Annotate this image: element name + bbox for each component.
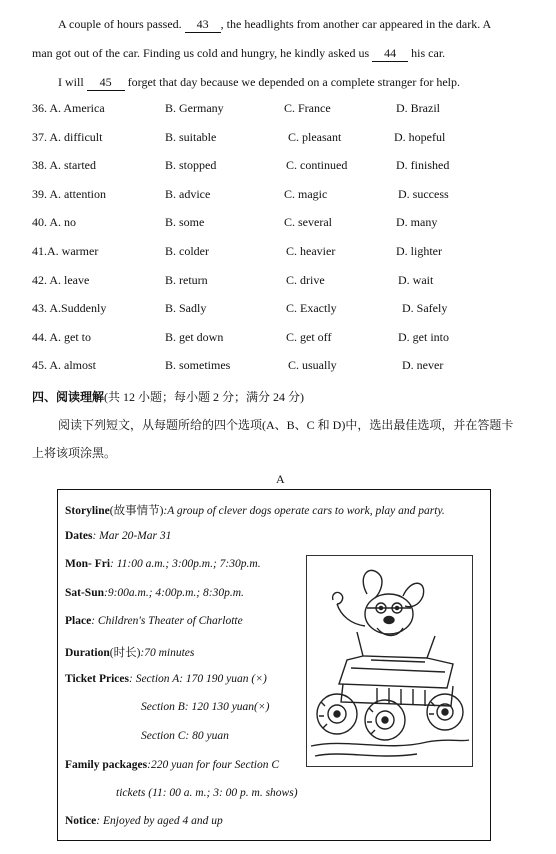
family-text-2: tickets (11: 00 a. m.; 3: 00 p. m. shows) [116,787,298,799]
question-option-c: C. several [284,215,332,230]
dog-driving-truck-illustration [306,555,473,767]
section-heading [32,388,304,405]
question-option-d: D. many [396,215,438,230]
duration-label: Duration [65,647,110,659]
question-option-c: C. magic [284,186,328,201]
blank-44: 44 [372,46,408,62]
question-option-b: B. Germany [165,101,224,115]
satsun-text: :9:00a.m.; 4:00p.m.; 8:30p.m. [104,587,244,599]
satsun-label: Sat-Sun [65,587,104,599]
question-option-b: B. get down [165,329,224,344]
storyline-label: Storyline [65,505,110,517]
question-option-c: C. drive [286,272,325,287]
question-row [32,130,532,144]
question-option-b: B. stopped [165,158,217,173]
question-option-c: C. Exactly [286,301,337,316]
question-option-c: C. continued [286,158,348,173]
passage-text: A couple of hours passed. [58,17,182,31]
passage-text: man got out of the car. Finding us cold and hungry, he kindly asked us [32,46,370,60]
question-option-d: D. get into [398,329,449,344]
question-row [32,215,532,229]
dates-row [65,530,171,542]
question-option-a: 38. A. started [32,158,96,173]
monfri-text: : 11:00 a.m.; 3:00p.m.; 7:30p.m. [110,558,261,570]
question-option-d: D. Brazil [396,101,440,115]
question-row [32,101,532,115]
place-row [65,615,243,627]
question-row [32,273,532,287]
question-option-a: 42. A. leave [32,272,90,287]
show-info-box [57,489,491,841]
question-option-a: 45. A. almost [32,358,97,373]
question-option-d: D. finished [396,158,450,173]
question-row [32,358,532,372]
instruction-line-1: 阅读下列短文，从每题所给的四个选项(A、B、C 和 D)中，选出最佳选项，并在答题卡 [58,418,514,432]
place-text: : Children's Theater of Charlotte [91,615,243,627]
passage-line-3 [58,75,460,91]
ticket-section-b: Section B: 120 130 yuan(×) [141,701,270,713]
question-option-a: 43. A.Suddenly [32,301,107,316]
storyline-row [65,502,445,518]
storyline-cn: (故事情节) [109,505,164,517]
question-row [32,158,532,172]
passage-line-1 [58,17,491,33]
instruction-line-2: 上将该项涂黑。 [32,446,117,460]
question-option-d: D. hopeful [394,129,446,144]
family-text: :220 yuan for four Section C [147,759,280,771]
duration-row [65,644,194,660]
satsun-row [65,587,244,599]
question-option-c: C. get off [286,329,332,344]
question-option-c: C. pleasant [288,129,342,144]
family-label: Family packages [65,759,148,771]
ticket-row [65,673,267,685]
passage-text: I will [58,75,84,89]
passage-text: his car. [411,46,446,60]
blank-43: 43 [185,17,221,33]
dog-truck-drawing [307,556,472,766]
question-row [32,330,532,344]
notice-label: Notice [65,815,97,827]
question-option-b: B. advice [165,186,211,201]
question-option-c: C. France [284,101,331,115]
question-option-b: B. colder [165,244,209,258]
passage-text: , the headlights from another car appeared in the dark. A [220,17,492,31]
question-option-d: D. wait [398,272,434,287]
question-option-b: B. some [165,215,205,230]
family-row [65,759,279,771]
question-option-b: B. Sadly [165,301,207,316]
duration-cn: (时长) [109,647,141,659]
blank-45: 45 [87,75,125,91]
question-option-b: B. return [165,272,208,287]
section-note: (共 12 小题；每小题 2 分；满分 24 分) [104,390,305,404]
question-option-a: 36. A. America [32,101,105,115]
question-option-d: D. lighter [396,244,442,258]
passage-line-2 [32,46,445,62]
question-option-b: B. suitable [165,129,217,144]
question-option-a: 44. A. get to [32,329,91,344]
question-option-c: C. usually [288,358,337,373]
part-label: A [276,472,285,486]
question-option-a: 41.A. warmer [32,244,99,258]
question-option-d: D. Safely [402,301,448,316]
ticket-row-b [141,701,269,713]
question-option-a: 39. A. attention [32,186,106,201]
duration-text: :70 minutes [140,647,195,659]
question-option-a: 37. A. difficult [32,129,103,144]
question-option-a: 40. A. no [32,215,77,230]
dates-label: Dates [65,530,93,542]
question-row [32,301,532,315]
ticket-label: Ticket Prices [65,673,129,685]
ticket-section-a: : Section A: 170 190 yuan (×) [128,673,267,685]
question-option-b: B. sometimes [165,358,231,373]
question-option-d: D. success [398,186,449,201]
question-option-d: D. never [402,358,444,373]
family-row-2 [116,787,298,799]
ticket-row-c [141,730,229,742]
storyline-text: :A group of clever dogs operate cars to work, play and party. [163,505,445,517]
monfri-row [65,558,261,570]
notice-row [65,815,223,827]
notice-text: : Enjoyed by aged 4 and up [96,815,223,827]
monfri-label: Mon- Fri [65,558,111,570]
question-row [32,187,532,201]
section-title: 四、阅读理解 [32,390,105,404]
place-label: Place [65,615,92,627]
ticket-section-c: Section C: 80 yuan [141,730,229,742]
question-option-c: C. heavier [286,244,336,258]
question-row [32,244,532,258]
dates-text: : Mar 20-Mar 31 [92,530,172,542]
passage-text: forget that day because we depended on a complete stranger for help. [127,75,460,89]
